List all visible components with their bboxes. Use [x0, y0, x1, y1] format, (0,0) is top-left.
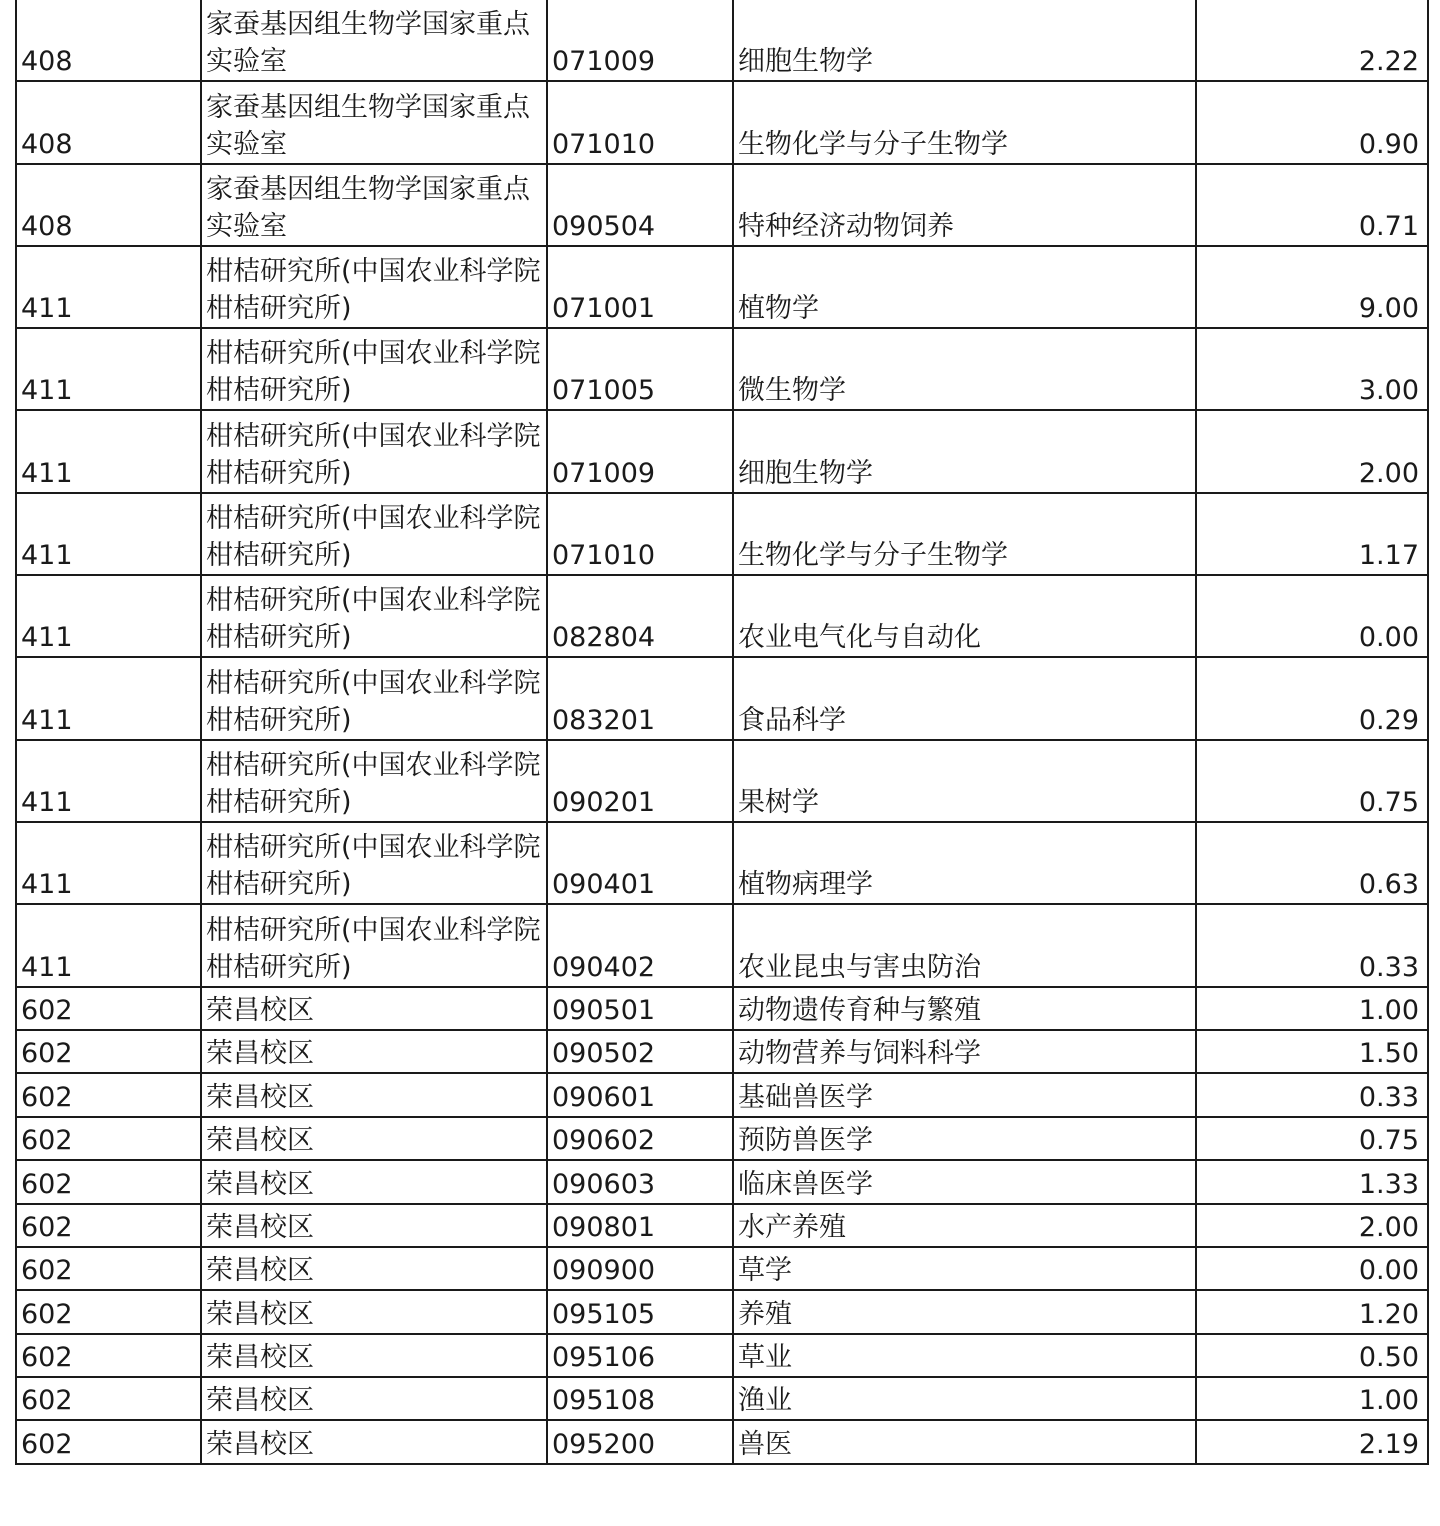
value-cell: 0.50	[1196, 1334, 1428, 1377]
major-name-cell: 果树学	[733, 740, 1196, 822]
institution-line: 柑桔研究所)	[206, 375, 352, 407]
major-code-cell: 090401	[547, 822, 733, 904]
table-row	[16, 1117, 1428, 1160]
table-row	[16, 1160, 1428, 1203]
institution-line: 柑桔研究所(中国农业科学院	[206, 503, 541, 535]
unit-code-cell: 602	[16, 1420, 201, 1463]
major-code-cell: 071009	[547, 410, 733, 492]
table-row	[16, 410, 1428, 492]
value-cell: 3.00	[1196, 328, 1428, 410]
table-row	[16, 1073, 1428, 1116]
institution-cell	[201, 575, 547, 657]
institution-cell	[201, 1204, 547, 1247]
institution-line: 荣昌校区	[206, 1255, 314, 1287]
institution-line: 实验室	[206, 128, 287, 160]
major-name-cell: 养殖	[733, 1290, 1196, 1333]
major-name-cell: 水产养殖	[733, 1204, 1196, 1247]
major-code-cell: 090402	[547, 904, 733, 986]
table-row	[16, 822, 1428, 904]
unit-code-cell: 602	[16, 1377, 201, 1420]
institution-line: 柑桔研究所)	[206, 869, 352, 901]
institution-line: 荣昌校区	[206, 1428, 314, 1460]
major-code-cell: 095106	[547, 1334, 733, 1377]
value-cell: 1.00	[1196, 987, 1428, 1030]
institution-line: 实验室	[206, 46, 287, 78]
value-cell: 2.00	[1196, 410, 1428, 492]
value-cell: 1.20	[1196, 1290, 1428, 1333]
major-name-cell: 草学	[733, 1247, 1196, 1290]
institution-line: 荣昌校区	[206, 1385, 314, 1417]
table-row	[16, 1204, 1428, 1247]
unit-code-cell: 602	[16, 1030, 201, 1073]
value-cell: 0.33	[1196, 904, 1428, 986]
table-body	[16, 0, 1428, 1464]
unit-code-cell: 411	[16, 493, 201, 575]
value-cell: 0.29	[1196, 657, 1428, 739]
institution-line: 柑桔研究所)	[206, 540, 352, 572]
value-cell: 0.75	[1196, 1117, 1428, 1160]
unit-code-cell: 411	[16, 246, 201, 328]
institution-cell	[201, 657, 547, 739]
value-cell: 9.00	[1196, 246, 1428, 328]
major-name-cell: 动物遗传育种与繁殖	[733, 987, 1196, 1030]
major-name-cell: 微生物学	[733, 328, 1196, 410]
institution-cell	[201, 328, 547, 410]
institution-line: 柑桔研究所)	[206, 622, 352, 654]
unit-code-cell: 602	[16, 987, 201, 1030]
major-code-cell: 090201	[547, 740, 733, 822]
unit-code-cell: 411	[16, 410, 201, 492]
institution-line: 家蚕基因组生物学国家重点	[206, 9, 530, 41]
institution-cell	[201, 0, 547, 81]
unit-code-cell: 408	[16, 0, 201, 81]
unit-code-cell: 411	[16, 904, 201, 986]
unit-code-cell: 602	[16, 1204, 201, 1247]
institution-line: 柑桔研究所(中国农业科学院	[206, 585, 541, 617]
unit-code-cell: 411	[16, 328, 201, 410]
institution-line: 柑桔研究所(中国农业科学院	[206, 256, 541, 288]
institution-cell	[201, 1117, 547, 1160]
institution-cell	[201, 1247, 547, 1290]
value-cell: 0.00	[1196, 575, 1428, 657]
value-cell: 1.00	[1196, 1377, 1428, 1420]
institution-line: 柑桔研究所(中国农业科学院	[206, 420, 541, 452]
table-row	[16, 657, 1428, 739]
unit-code-cell: 602	[16, 1073, 201, 1116]
institution-line: 柑桔研究所)	[206, 293, 352, 325]
table-row	[16, 328, 1428, 410]
table-row	[16, 81, 1428, 163]
major-name-cell: 植物学	[733, 246, 1196, 328]
institution-line: 实验室	[206, 210, 287, 242]
major-code-cell: 090603	[547, 1160, 733, 1203]
major-code-cell: 071010	[547, 81, 733, 163]
major-code-cell: 071009	[547, 0, 733, 81]
unit-code-cell: 602	[16, 1117, 201, 1160]
unit-code-cell: 411	[16, 740, 201, 822]
table-row	[16, 0, 1428, 81]
major-code-cell: 095200	[547, 1420, 733, 1463]
major-name-cell: 动物营养与饲料科学	[733, 1030, 1196, 1073]
major-code-cell: 095105	[547, 1290, 733, 1333]
institution-cell	[201, 493, 547, 575]
institution-cell	[201, 1073, 547, 1116]
institution-line: 荣昌校区	[206, 1211, 314, 1243]
institution-cell	[201, 1030, 547, 1073]
value-cell: 2.22	[1196, 0, 1428, 81]
major-code-cell: 071010	[547, 493, 733, 575]
table-row	[16, 1334, 1428, 1377]
institution-cell	[201, 1160, 547, 1203]
table-row	[16, 1377, 1428, 1420]
institution-line: 家蚕基因组生物学国家重点	[206, 173, 530, 205]
value-cell: 0.63	[1196, 822, 1428, 904]
unit-code-cell: 602	[16, 1160, 201, 1203]
unit-code-cell: 408	[16, 164, 201, 246]
institution-cell	[201, 740, 547, 822]
value-cell: 0.00	[1196, 1247, 1428, 1290]
data-table	[15, 0, 1429, 1465]
institution-cell	[201, 1290, 547, 1333]
major-name-cell: 临床兽医学	[733, 1160, 1196, 1203]
major-code-cell: 090504	[547, 164, 733, 246]
value-cell: 0.71	[1196, 164, 1428, 246]
institution-line: 柑桔研究所(中国农业科学院	[206, 832, 541, 864]
institution-cell	[201, 246, 547, 328]
institution-line: 柑桔研究所(中国农业科学院	[206, 749, 541, 781]
major-code-cell: 090602	[547, 1117, 733, 1160]
value-cell: 0.90	[1196, 81, 1428, 163]
major-name-cell: 细胞生物学	[733, 0, 1196, 81]
table-row	[16, 246, 1428, 328]
institution-line: 荣昌校区	[206, 994, 314, 1026]
unit-code-cell: 602	[16, 1334, 201, 1377]
value-cell: 2.19	[1196, 1420, 1428, 1463]
major-code-cell: 071001	[547, 246, 733, 328]
table-row	[16, 987, 1428, 1030]
institution-line: 荣昌校区	[206, 1038, 314, 1070]
institution-cell	[201, 81, 547, 163]
table-row	[16, 1030, 1428, 1073]
major-name-cell: 特种经济动物饲养	[733, 164, 1196, 246]
institution-line: 家蚕基因组生物学国家重点	[206, 91, 530, 123]
institution-line: 柑桔研究所)	[206, 457, 352, 489]
major-code-cell: 071005	[547, 328, 733, 410]
institution-line: 荣昌校区	[206, 1342, 314, 1374]
major-code-cell: 090801	[547, 1204, 733, 1247]
table-row	[16, 164, 1428, 246]
major-name-cell: 食品科学	[733, 657, 1196, 739]
institution-cell	[201, 1420, 547, 1463]
institution-line: 荣昌校区	[206, 1081, 314, 1113]
institution-line: 柑桔研究所)	[206, 786, 352, 818]
unit-code-cell: 411	[16, 822, 201, 904]
institution-cell	[201, 164, 547, 246]
major-name-cell: 农业昆虫与害虫防治	[733, 904, 1196, 986]
unit-code-cell: 602	[16, 1290, 201, 1333]
major-name-cell: 生物化学与分子生物学	[733, 81, 1196, 163]
institution-line: 荣昌校区	[206, 1168, 314, 1200]
table-row	[16, 1420, 1428, 1463]
unit-code-cell: 411	[16, 575, 201, 657]
value-cell: 1.50	[1196, 1030, 1428, 1073]
unit-code-cell: 408	[16, 81, 201, 163]
institution-cell	[201, 987, 547, 1030]
major-code-cell: 083201	[547, 657, 733, 739]
value-cell: 2.00	[1196, 1204, 1428, 1247]
institution-cell	[201, 904, 547, 986]
major-code-cell: 090601	[547, 1073, 733, 1116]
major-code-cell: 082804	[547, 575, 733, 657]
table-row	[16, 493, 1428, 575]
major-name-cell: 基础兽医学	[733, 1073, 1196, 1116]
value-cell: 1.33	[1196, 1160, 1428, 1203]
major-name-cell: 植物病理学	[733, 822, 1196, 904]
major-code-cell: 095108	[547, 1377, 733, 1420]
institution-cell	[201, 1377, 547, 1420]
major-name-cell: 兽医	[733, 1420, 1196, 1463]
institution-line: 柑桔研究所(中国农业科学院	[206, 667, 541, 699]
institution-cell	[201, 410, 547, 492]
institution-line: 荣昌校区	[206, 1125, 314, 1157]
table-row	[16, 1290, 1428, 1333]
value-cell: 1.17	[1196, 493, 1428, 575]
institution-line: 柑桔研究所(中国农业科学院	[206, 338, 541, 370]
institution-cell	[201, 822, 547, 904]
major-name-cell: 草业	[733, 1334, 1196, 1377]
value-cell: 0.33	[1196, 1073, 1428, 1116]
major-name-cell: 预防兽医学	[733, 1117, 1196, 1160]
institution-line: 荣昌校区	[206, 1298, 314, 1330]
table-row	[16, 904, 1428, 986]
unit-code-cell: 411	[16, 657, 201, 739]
table-row	[16, 1247, 1428, 1290]
major-name-cell: 农业电气化与自动化	[733, 575, 1196, 657]
major-code-cell: 090501	[547, 987, 733, 1030]
unit-code-cell: 602	[16, 1247, 201, 1290]
value-cell: 0.75	[1196, 740, 1428, 822]
institution-line: 柑桔研究所)	[206, 704, 352, 736]
institution-line: 柑桔研究所)	[206, 951, 352, 983]
institution-cell	[201, 1334, 547, 1377]
major-name-cell: 生物化学与分子生物学	[733, 493, 1196, 575]
institution-line: 柑桔研究所(中国农业科学院	[206, 914, 541, 946]
table-row	[16, 740, 1428, 822]
major-name-cell: 细胞生物学	[733, 410, 1196, 492]
major-code-cell: 090900	[547, 1247, 733, 1290]
table-row	[16, 575, 1428, 657]
major-code-cell: 090502	[547, 1030, 733, 1073]
major-name-cell: 渔业	[733, 1377, 1196, 1420]
